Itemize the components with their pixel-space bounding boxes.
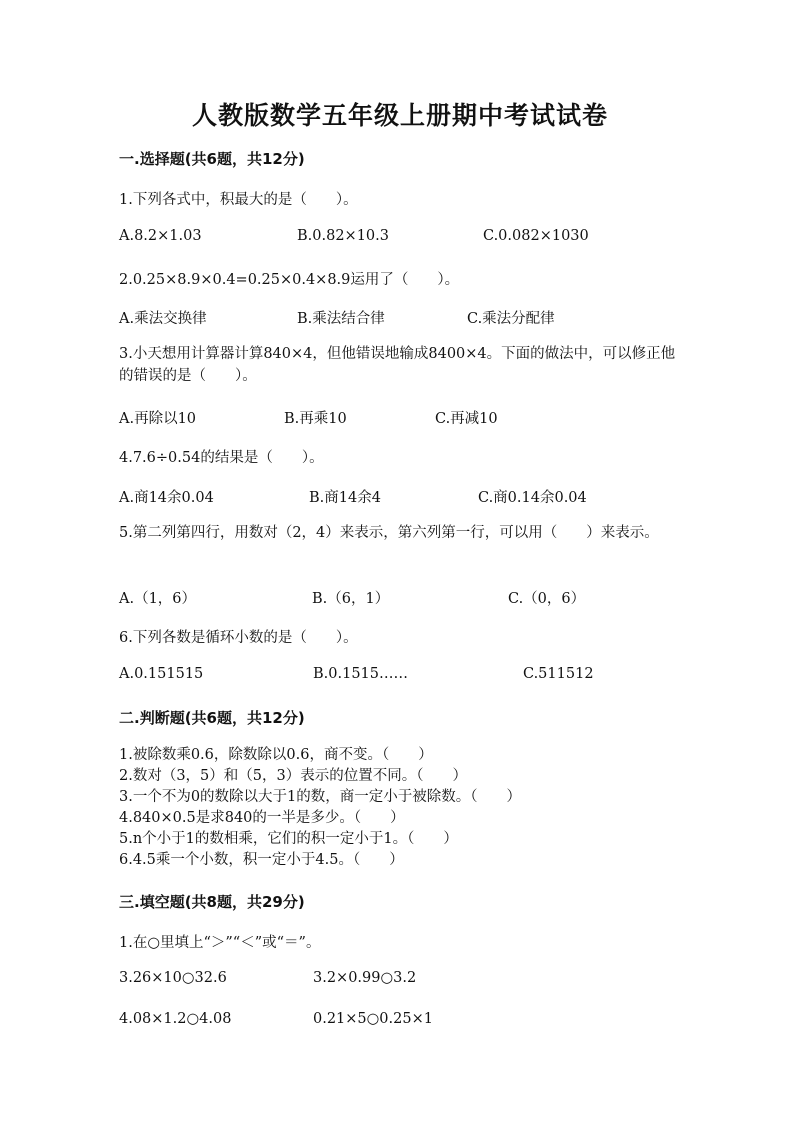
option-a: A.商14余0.04 — [119, 490, 214, 506]
section-heading-choice: 一.选择题(共6题，共12分) — [119, 150, 305, 168]
option-c: C.（0，6） — [508, 591, 586, 607]
option-a: A.（1，6） — [119, 591, 197, 607]
option-c: C.商0.14余0.04 — [478, 490, 587, 506]
question-stem: 1.下列各式中，积最大的是（ ）。 — [119, 192, 358, 208]
judge-item: 3.一个不为0的数除以大于1的数，商一定小于被除数。（ ） — [119, 789, 522, 805]
option-b: B.0.1515…… — [313, 666, 409, 682]
option-b: B.乘法结合律 — [297, 311, 385, 327]
option-b: B.商14余4 — [309, 490, 381, 506]
option-a: A.0.151515 — [119, 666, 204, 682]
judge-item: 5.n个小于1的数相乘，它们的积一定小于1。（ ） — [119, 831, 458, 847]
compare-expression: 3.26×10○32.6 — [119, 970, 227, 986]
option-b: B.（6，1） — [312, 591, 390, 607]
question-stem: 1.在○里填上“＞”“＜”或“＝”。 — [119, 935, 321, 951]
option-c: C.511512 — [523, 666, 594, 682]
question-stem: 6.下列各数是循环小数的是（ ）。 — [119, 630, 358, 646]
judge-item: 6.4.5乘一个小数，积一定小于4.5。（ ） — [119, 852, 404, 868]
compare-expression: 0.21×5○0.25×1 — [313, 1011, 433, 1027]
option-c: C.再减10 — [435, 411, 498, 427]
page-title: 人教版数学五年级上册期中考试试卷 — [191, 101, 608, 130]
question-stem: 3.小天想用计算器计算840×4，但他错误地输成8400×4。下面的做法中，可以修正他的错误的是（ ）。 — [119, 346, 676, 384]
option-b: B.0.82×10.3 — [297, 228, 389, 244]
judge-item: 4.840×0.5是求840的一半是多少。（ ） — [119, 810, 405, 826]
section-heading-fill: 三.填空题(共8题，共29分) — [119, 893, 305, 911]
option-c: C.0.082×1030 — [483, 228, 589, 244]
option-a: A.再除以10 — [119, 411, 197, 427]
question-stem: 4.7.6÷0.54的结果是（ ）。 — [119, 450, 324, 466]
option-a: A.8.2×1.03 — [119, 228, 202, 244]
compare-expression: 4.08×1.2○4.08 — [119, 1011, 232, 1027]
compare-expression: 3.2×0.99○3.2 — [313, 970, 417, 986]
section-heading-judge: 二.判断题(共6题，共12分) — [119, 709, 305, 727]
question-stem: 2.0.25×8.9×0.4=0.25×0.4×8.9运用了（ ）。 — [119, 272, 460, 288]
judge-item: 2.数对（3，5）和（5，3）表示的位置不同。（ ） — [119, 768, 467, 784]
option-c: C.乘法分配律 — [467, 311, 555, 327]
option-a: A.乘法交换律 — [119, 311, 207, 327]
question-stem: 5.第二列第四行，用数对（2，4）来表示，第六列第一行，可以用（ ）来表示。 — [119, 525, 659, 541]
option-b: B.再乘10 — [284, 411, 347, 427]
judge-item: 1.被除数乘0.6，除数除以0.6，商不变。（ ） — [119, 747, 433, 763]
